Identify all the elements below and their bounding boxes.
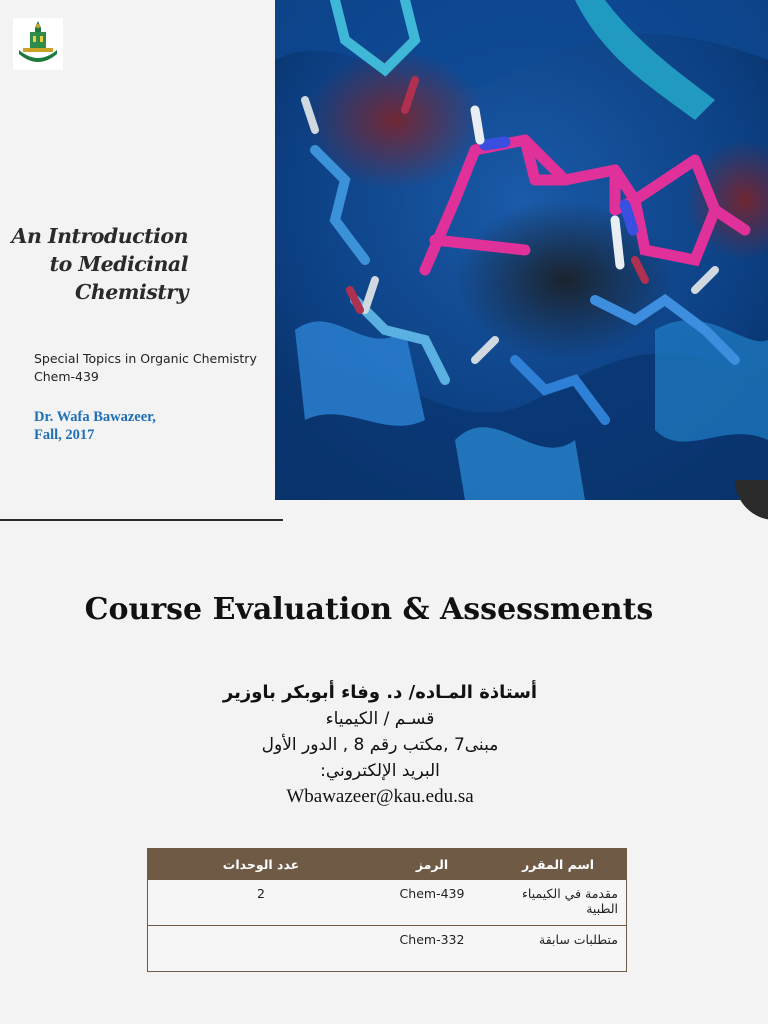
molecular-structure-illustration [275,0,768,500]
header-credit-units: عدد الوحدات [148,849,375,880]
department: قسـم / الكيمياء [325,709,435,729]
office-location: مبنى7 ,مكتب رقم 8 , الدور الأول [261,735,499,755]
cell-course-name: متطلبات سابقة [490,926,627,972]
table-row [148,926,627,972]
slide-title [0,222,188,306]
header-course-name: اسم المقرر [490,849,627,880]
cell-credit-units [148,926,375,972]
cell-credit-units: 2 [148,880,375,926]
instructor-contact [150,680,610,810]
molecule-image [275,0,768,500]
divider-line [0,519,283,521]
slide-subtitle [34,350,257,386]
author-line: Fall, 2017 [34,427,95,443]
title-line: An Introduction [11,224,188,248]
author-line: Dr. Wafa Bawazeer, [34,409,156,425]
subtitle-line: Special Topics in Organic Chemistry [34,351,257,366]
course-info-table [147,848,627,972]
page-heading: Course Evaluation & Assessments [84,592,654,627]
email-label: البريد الإلكتروني: [320,761,440,781]
table-header-row [148,849,627,880]
slide-author [34,408,156,444]
table-row [148,880,627,926]
title-line: Chemistry [75,280,188,304]
subtitle-line: Chem-439 [34,369,99,384]
university-logo [13,18,63,70]
header-course-code: الرمز [374,849,490,880]
cell-course-code: Chem-332 [374,926,490,972]
email-address: Wbawazeer@kau.edu.sa [286,786,474,807]
title-panel [0,0,275,500]
cell-course-code: Chem-439 [374,880,490,926]
cell-course-name: مقدمة في الكيمياء الطبية [490,880,627,926]
title-line: to Medicinal [49,252,188,276]
instructor-name: أستاذة المـاده/ د. وفاء أبوبكر باوزير [222,682,538,703]
